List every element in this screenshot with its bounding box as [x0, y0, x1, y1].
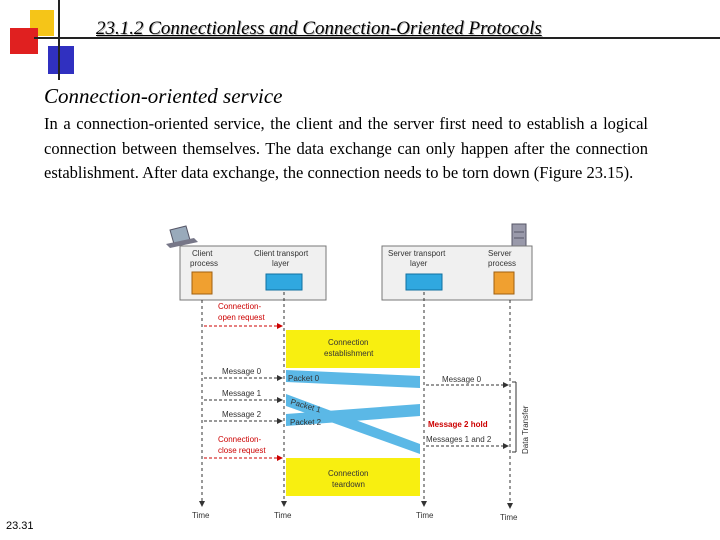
deco-square-red: [10, 28, 38, 54]
conn-establishment-label-1: Connection: [328, 338, 369, 347]
conn-teardown-label-1: Connection: [328, 469, 369, 478]
server-process-label-2: process: [488, 259, 517, 268]
data-transfer-label: Data Transfer: [521, 405, 530, 454]
message-2-label: Message 2: [222, 410, 262, 419]
packet-1-label: Packet 1: [289, 397, 322, 415]
conn-open-request-label-2: open request: [218, 313, 265, 322]
server-transport-label-2: layer: [410, 259, 428, 268]
deco-vertical-line: [58, 0, 60, 80]
client-transport-label-2: layer: [272, 259, 290, 268]
conn-establishment-label-2: establishment: [324, 349, 374, 358]
server-message-0-label: Message 0: [442, 375, 482, 384]
time-label-server-process: Time: [500, 513, 518, 522]
conn-close-request-label-2: close request: [218, 446, 266, 455]
server-transport-block: [406, 274, 442, 290]
client-process-block: [192, 272, 212, 294]
conn-teardown-label-2: teardown: [332, 480, 365, 489]
time-label-server-transport: Time: [416, 511, 434, 520]
section-heading: Connection-oriented service: [44, 84, 283, 108]
conn-close-request-label-1: Connection-: [218, 435, 262, 444]
server-process-label-1: Server: [488, 249, 512, 258]
message-0-label: Message 0: [222, 367, 262, 376]
laptop-icon: [166, 226, 198, 248]
body-paragraph: In a connection-oriented service, the client and the server first need to establish a logical connection between themselves. The data exchange can only happen after the connection establishment. After data exchange, the connection needs to be torn down (Figure 23.15).: [44, 114, 648, 182]
connection-oriented-figure: [160, 222, 540, 527]
message-2-hold-label: Message 2 hold: [428, 420, 488, 429]
server-process-block: [494, 272, 514, 294]
client-process-label-1: Client: [192, 249, 213, 258]
client-transport-block: [266, 274, 302, 290]
time-label-client-process: Time: [192, 511, 210, 520]
messages-1-and-2-label: Messages 1 and 2: [426, 435, 492, 444]
message-1-label: Message 1: [222, 389, 262, 398]
client-process-label-2: process: [190, 259, 219, 268]
packet-2-label: Packet 2: [290, 418, 322, 427]
slide-title: 23.1.2 Connectionless and Connection-Oriented Protocols: [96, 18, 542, 39]
slide-number: 23.31: [6, 520, 34, 532]
deco-square-blue: [48, 46, 74, 74]
client-transport-label-1: Client transport: [254, 249, 309, 258]
time-label-client-transport: Time: [274, 511, 292, 520]
conn-open-request-label-1: Connection-: [218, 302, 262, 311]
server-transport-label-1: Server transport: [388, 249, 446, 258]
packet-0-label: Packet 0: [288, 374, 320, 383]
